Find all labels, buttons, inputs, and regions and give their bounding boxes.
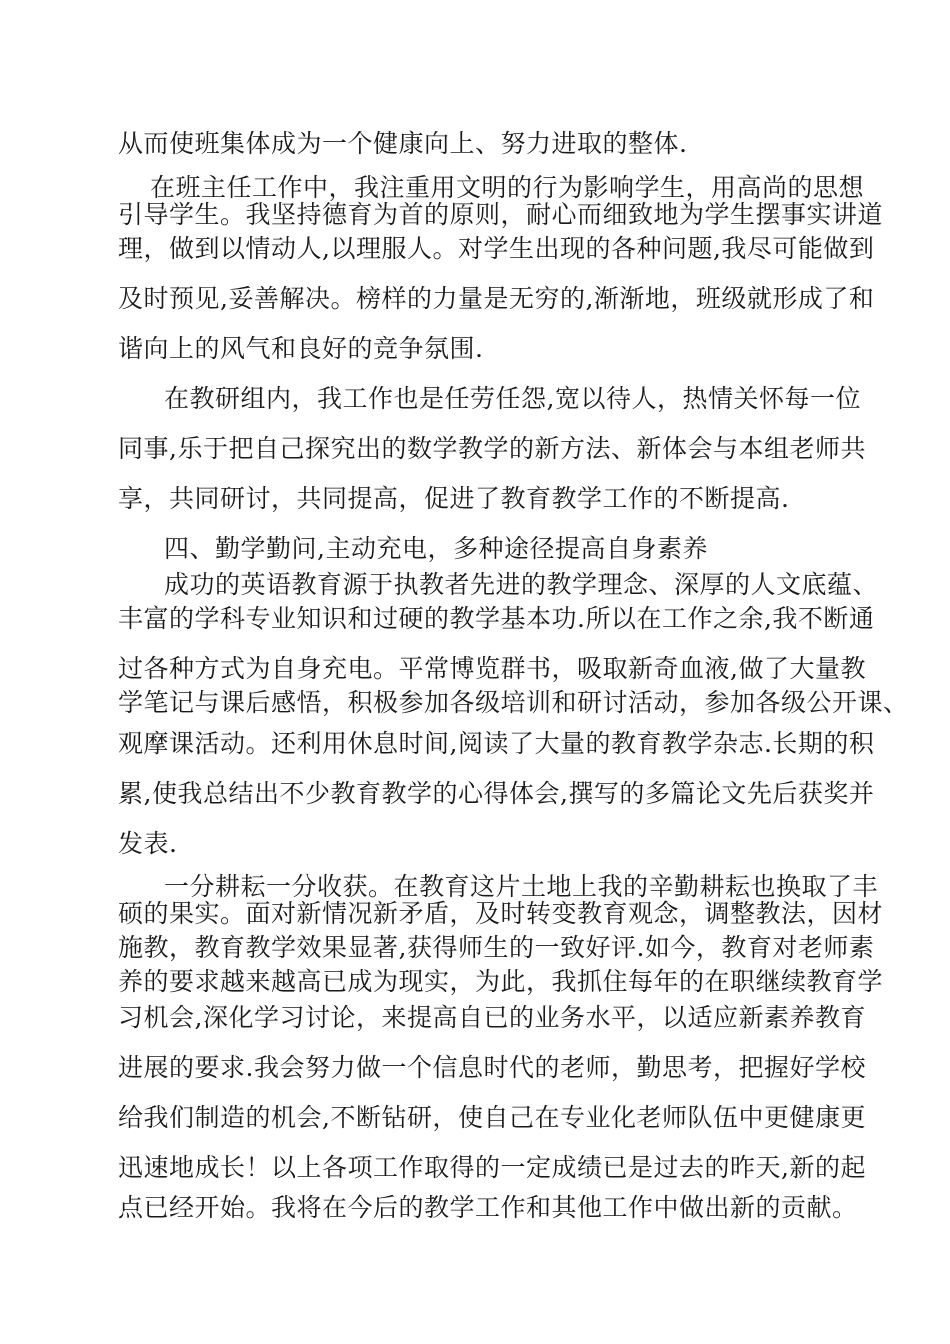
text-line: 硕的果实。面对新情况新矛盾，及时转变教育观念，调整教法，因材 xyxy=(118,899,884,928)
text-line: 施教，教育教学效果显著,获得师生的一致好评.如今，教育对老师素 xyxy=(118,933,875,962)
text-line: 一分耕耘一分收获。在教育这片土地上我的辛勤耕耘也换取了丰 xyxy=(164,872,879,901)
text-line: 同事,乐于把自己探究出的数学教学的新方法、新体会与本组老师共 xyxy=(118,434,866,463)
text-line: 学笔记与课后感悟，积极参加各级培训和研讨活动，参加各级公开课、 xyxy=(118,688,909,717)
text-line: 引导学生。我坚持德育为首的原则，耐心而细致地为学生摆事实讲道 xyxy=(118,200,884,229)
text-line: 理，做到以情动人,以理服人。对学生出现的各种问题,我尽可能做到 xyxy=(118,234,875,263)
text-line: 过各种方式为自身充电。平常博览群书，吸取新奇血液,做了大量教 xyxy=(118,654,866,683)
text-line: 累,使我总结出不少教育教学的心得体会,撰写的多篇论文先后获奖并 xyxy=(118,779,875,808)
text-line: 迅速地成长！以上各项工作取得的一定成绩已是过去的昨天,新的起 xyxy=(118,1153,866,1182)
text-line: 成功的英语教育源于执教者先进的教学理念、深厚的人文底蕴、 xyxy=(164,570,879,599)
text-line: 点已经开始。我将在今后的教学工作和其他工作中做出新的贡献。 xyxy=(118,1193,858,1222)
text-line: 享，共同研讨，共同提高，促进了教育教学工作的不断提高. xyxy=(118,484,790,513)
text-line: 给我们制造的机会,不断钻研，使自己在专业化老师队伍中更健康更 xyxy=(118,1103,866,1132)
text-line: 丰富的学科专业知识和过硬的教学基本功.所以在工作之余,我不断通 xyxy=(118,604,875,633)
text-line: 从而使班集体成为一个健康向上、努力进取的整体. xyxy=(118,129,688,158)
text-line: 养的要求越来越高已成为现实，为此，我抓住每年的在职继续教育学 xyxy=(118,967,884,996)
text-line: 及时预见,妥善解决。榜样的力量是无穷的,渐渐地，班级就形成了和 xyxy=(118,284,875,313)
text-line: 在班主任工作中，我注重用文明的行为影响学生，用高尚的思想 xyxy=(150,173,865,202)
text-line: 发表. xyxy=(118,829,178,858)
text-line: 习机会,深化学习讨论，来提高自已的业务水平，以适应新素养教育 xyxy=(118,1003,866,1032)
text-line: 进展的要求.我会努力做一个信息时代的老师，勤思考，把握好学校 xyxy=(118,1053,866,1082)
text-line: 谐向上的风气和良好的竞争氛围. xyxy=(118,334,484,363)
section-heading: 四、勤学勤问,主动充电，多种途径提高自身素养 xyxy=(164,534,708,563)
text-line: 观摩课活动。还利用休息时间,阅读了大量的教育教学杂志.长期的积 xyxy=(118,729,875,758)
text-line: 在教研组内，我工作也是任劳任怨,宽以待人，热情关怀每一位 xyxy=(164,384,861,413)
